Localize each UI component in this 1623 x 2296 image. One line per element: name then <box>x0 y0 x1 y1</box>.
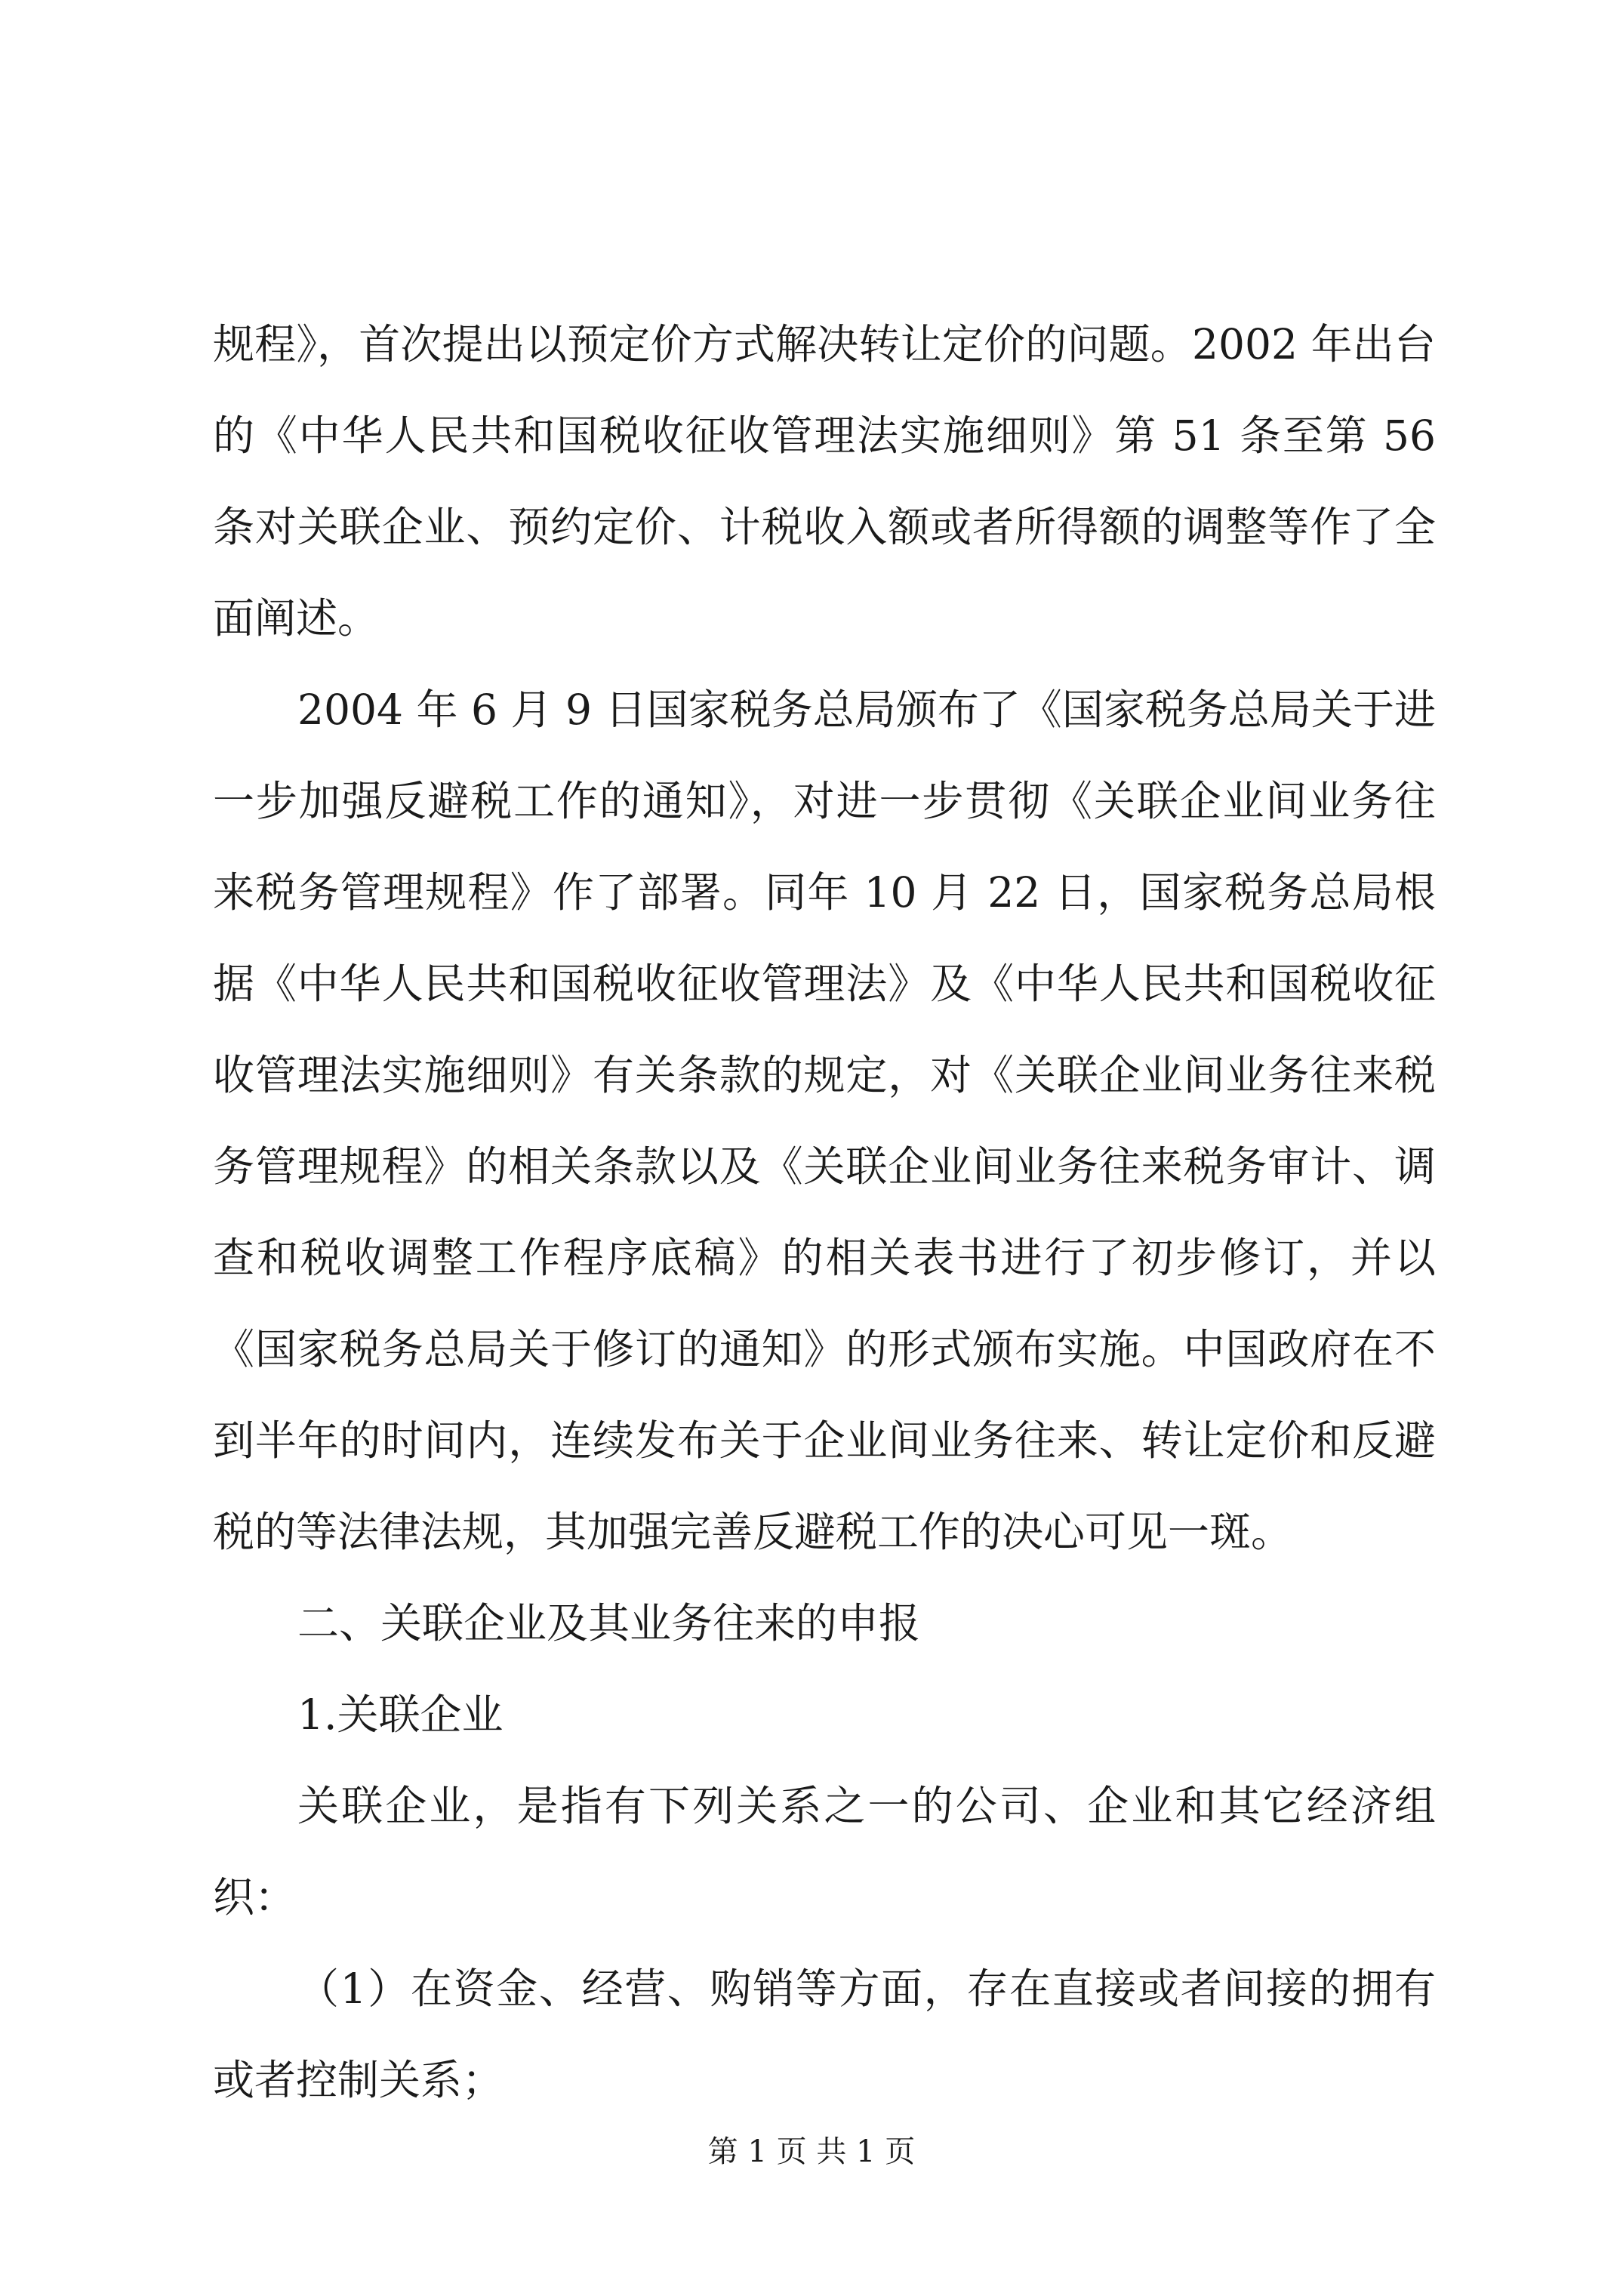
paragraph-2: 2004 年 6 月 9 日国家税务总局颁布了《国家税务总局关于进一步加强反避税工作的通知》，对进一步贯彻《关联企业间业务往来税务管理规程》作了部署。同年 10 月 22 日，国家税务总局根据《中华人民共和国税收征收管理法》及《中华人民共和国税收征收管理法实施细则》有关条款的规定，对《关联企业间业务往来税务管理规程》的相关条款以及《关联企业间业务往来税务审计、调查和税收调整工作程序底稿》的相关表书进行了初步修订，并以《国家税务总局关于修订的通知》的形式颁布实施。中国政府在不到半年的时间内，连续发布关于企业间业务往来、转让定价和反避税的等法律法规，其加强完善反避税工作的决心可见一斑。 <box>213 686 1436 1556</box>
section-heading: 二、关联企业及其业务往来的申报 <box>297 1599 921 1647</box>
subsection-heading: 1.关联企业 <box>297 1690 504 1739</box>
paragraph-definition: 关联企业，是指有下列关系之一的公司、企业和其它经济组织： <box>213 1782 1436 1922</box>
document-body <box>213 299 1436 2126</box>
paragraph-item-1: （1）在资金、经营、购销等方面，存在直接或者间接的拥有或者控制关系； <box>213 1965 1436 2104</box>
paragraph-1: 规程》，首次提出以预定价方式解决转让定价的问题。2002 年出台的《中华人民共和国税收征收管理法实施细则》第 51 条至第 56 条对关联企业、预约定价、计税收入额或者所得额的调整等作了全面阐述。 <box>213 320 1436 643</box>
page-footer: 第 1 页 共 1 页 <box>707 2134 916 2169</box>
